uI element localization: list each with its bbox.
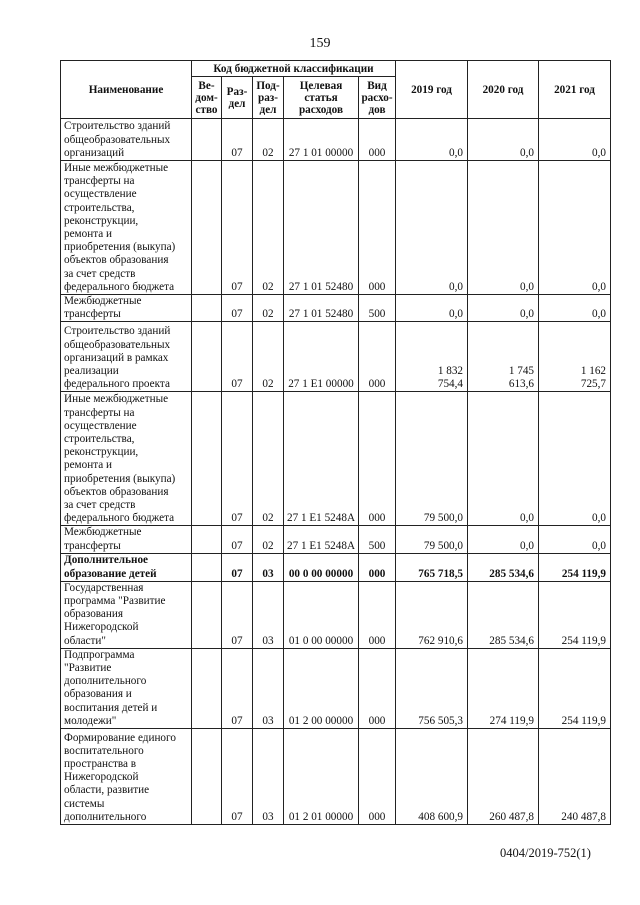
row-podrazdel-cell: 03 xyxy=(253,648,284,728)
row-vedomstvo-cell xyxy=(192,648,222,728)
row-celevaya-cell: 01 0 00 00000 xyxy=(284,581,359,648)
row-celevaya-cell: 01 2 01 00000 xyxy=(284,729,359,825)
table-row xyxy=(61,581,611,648)
row-vedomstvo-cell xyxy=(192,581,222,648)
row-2019-value: 0,0 xyxy=(396,295,468,322)
row-vedomstvo-cell xyxy=(192,526,222,553)
row-vedomstvo-cell xyxy=(192,119,222,161)
header-razdel: Раз- дел xyxy=(222,77,253,119)
row-name-cell: Иные межбюджетные трансферты на осуществление строительства, реконструкции, ремонта и приобретения (выкупа) объектов образования за счет средств федерального бюджета xyxy=(61,161,192,295)
header-2020: 2020 год xyxy=(468,61,539,119)
row-celevaya-cell: 27 1 E1 5248A xyxy=(284,526,359,553)
row-podrazdel-cell: 02 xyxy=(253,322,284,392)
row-podrazdel-cell: 02 xyxy=(253,119,284,161)
row-vedomstvo-cell xyxy=(192,161,222,295)
header-2021: 2021 год xyxy=(539,61,611,119)
row-2020-value: 285 534,6 xyxy=(468,553,539,581)
row-2020-value: 0,0 xyxy=(468,119,539,161)
table-row xyxy=(61,729,611,825)
row-name-cell: Иные межбюджетные трансферты на осуществление строительства, реконструкции, ремонта и приобретения (выкупа) объектов образования за счет средств федерального бюджета xyxy=(61,392,192,526)
header-2019: 2019 год xyxy=(396,61,468,119)
header-name: Наименование xyxy=(61,61,192,119)
budget-table xyxy=(60,60,611,825)
row-2019-value: 79 500,0 xyxy=(396,526,468,553)
row-razdel-cell: 07 xyxy=(222,581,253,648)
row-razdel-cell: 07 xyxy=(222,392,253,526)
row-vid-cell: 500 xyxy=(359,526,396,553)
row-2021-value: 0,0 xyxy=(539,119,611,161)
table-row xyxy=(61,553,611,581)
header-vedomstvo: Ве- дом- ство xyxy=(192,77,222,119)
row-2021-value: 0,0 xyxy=(539,161,611,295)
row-2020-value: 1 745 613,6 xyxy=(468,322,539,392)
table-row xyxy=(61,392,611,526)
row-celevaya-cell: 27 1 E1 5248A xyxy=(284,392,359,526)
row-2021-value: 254 119,9 xyxy=(539,581,611,648)
row-celevaya-cell: 27 1 E1 00000 xyxy=(284,322,359,392)
header-vid-rashodov: Вид расхо- дов xyxy=(359,77,396,119)
row-podrazdel-cell: 02 xyxy=(253,392,284,526)
row-podrazdel-cell: 03 xyxy=(253,581,284,648)
row-razdel-cell: 07 xyxy=(222,526,253,553)
row-razdel-cell: 07 xyxy=(222,553,253,581)
header-podrazdel: Под- раз- дел xyxy=(253,77,284,119)
row-podrazdel-cell: 03 xyxy=(253,553,284,581)
row-2021-value: 254 119,9 xyxy=(539,553,611,581)
row-2020-value: 285 534,6 xyxy=(468,581,539,648)
row-2019-value: 79 500,0 xyxy=(396,392,468,526)
row-name-cell: Подпрограмма "Развитие дополнительного образования и воспитания детей и молодежи" xyxy=(61,648,192,728)
row-name-cell: Формирование единого воспитательного пространства в Нижегородской области, развитие системы дополнительного xyxy=(61,729,192,825)
row-vedomstvo-cell xyxy=(192,322,222,392)
row-name-cell: Межбюджетные трансферты xyxy=(61,295,192,322)
row-2019-value: 0,0 xyxy=(396,161,468,295)
row-celevaya-cell: 01 2 00 00000 xyxy=(284,648,359,728)
row-2020-value: 274 119,9 xyxy=(468,648,539,728)
row-celevaya-cell: 27 1 01 52480 xyxy=(284,295,359,322)
row-celevaya-cell: 27 1 01 52480 xyxy=(284,161,359,295)
row-razdel-cell: 07 xyxy=(222,295,253,322)
row-vid-cell: 000 xyxy=(359,729,396,825)
row-podrazdel-cell: 03 xyxy=(253,729,284,825)
row-podrazdel-cell: 02 xyxy=(253,295,284,322)
row-2019-value: 0,0 xyxy=(396,119,468,161)
row-name-cell: Строительство зданий общеобразовательных организаций в рамках реализации федерального проекта xyxy=(61,322,192,392)
header-celevaya-statya: Целевая статья расходов xyxy=(284,77,359,119)
row-vedomstvo-cell xyxy=(192,729,222,825)
row-razdel-cell: 07 xyxy=(222,119,253,161)
row-podrazdel-cell: 02 xyxy=(253,161,284,295)
row-2020-value: 0,0 xyxy=(468,295,539,322)
table-row xyxy=(61,322,611,392)
document-code: 0404/2019-752(1) xyxy=(500,846,591,860)
row-2021-value: 0,0 xyxy=(539,392,611,526)
row-2019-value: 1 832 754,4 xyxy=(396,322,468,392)
row-vid-cell: 000 xyxy=(359,648,396,728)
row-razdel-cell: 07 xyxy=(222,161,253,295)
page-number: 159 xyxy=(309,36,331,51)
row-celevaya-cell: 27 1 01 00000 xyxy=(284,119,359,161)
row-2021-value: 1 162 725,7 xyxy=(539,322,611,392)
row-celevaya-cell: 00 0 00 00000 xyxy=(284,553,359,581)
row-vid-cell: 000 xyxy=(359,322,396,392)
row-razdel-cell: 07 xyxy=(222,729,253,825)
header-classification-group: Код бюджетной классификации xyxy=(192,61,396,77)
row-vid-cell: 500 xyxy=(359,295,396,322)
row-2020-value: 0,0 xyxy=(468,392,539,526)
row-vid-cell: 000 xyxy=(359,553,396,581)
row-2021-value: 0,0 xyxy=(539,526,611,553)
row-vid-cell: 000 xyxy=(359,392,396,526)
row-razdel-cell: 07 xyxy=(222,648,253,728)
row-vid-cell: 000 xyxy=(359,161,396,295)
table-row xyxy=(61,161,611,295)
row-2019-value: 756 505,3 xyxy=(396,648,468,728)
row-2020-value: 0,0 xyxy=(468,161,539,295)
row-2020-value: 260 487,8 xyxy=(468,729,539,825)
row-name-cell: Строительство зданий общеобразовательных организаций xyxy=(61,119,192,161)
row-podrazdel-cell: 02 xyxy=(253,526,284,553)
row-2021-value: 254 119,9 xyxy=(539,648,611,728)
row-2019-value: 762 910,6 xyxy=(396,581,468,648)
row-name-cell: Межбюджетные трансферты xyxy=(61,526,192,553)
table-row xyxy=(61,526,611,553)
row-name-cell: Государственная программа "Развитие образования Нижегородской области" xyxy=(61,581,192,648)
row-name-cell: Дополнительное образование детей xyxy=(61,553,192,581)
table-row xyxy=(61,648,611,728)
row-2019-value: 765 718,5 xyxy=(396,553,468,581)
row-vedomstvo-cell xyxy=(192,392,222,526)
row-vedomstvo-cell xyxy=(192,295,222,322)
row-vid-cell: 000 xyxy=(359,581,396,648)
row-2019-value: 408 600,9 xyxy=(396,729,468,825)
row-2021-value: 0,0 xyxy=(539,295,611,322)
row-2020-value: 0,0 xyxy=(468,526,539,553)
row-razdel-cell: 07 xyxy=(222,322,253,392)
row-vid-cell: 000 xyxy=(359,119,396,161)
table-row xyxy=(61,119,611,161)
table-row xyxy=(61,295,611,322)
row-vedomstvo-cell xyxy=(192,553,222,581)
row-2021-value: 240 487,8 xyxy=(539,729,611,825)
